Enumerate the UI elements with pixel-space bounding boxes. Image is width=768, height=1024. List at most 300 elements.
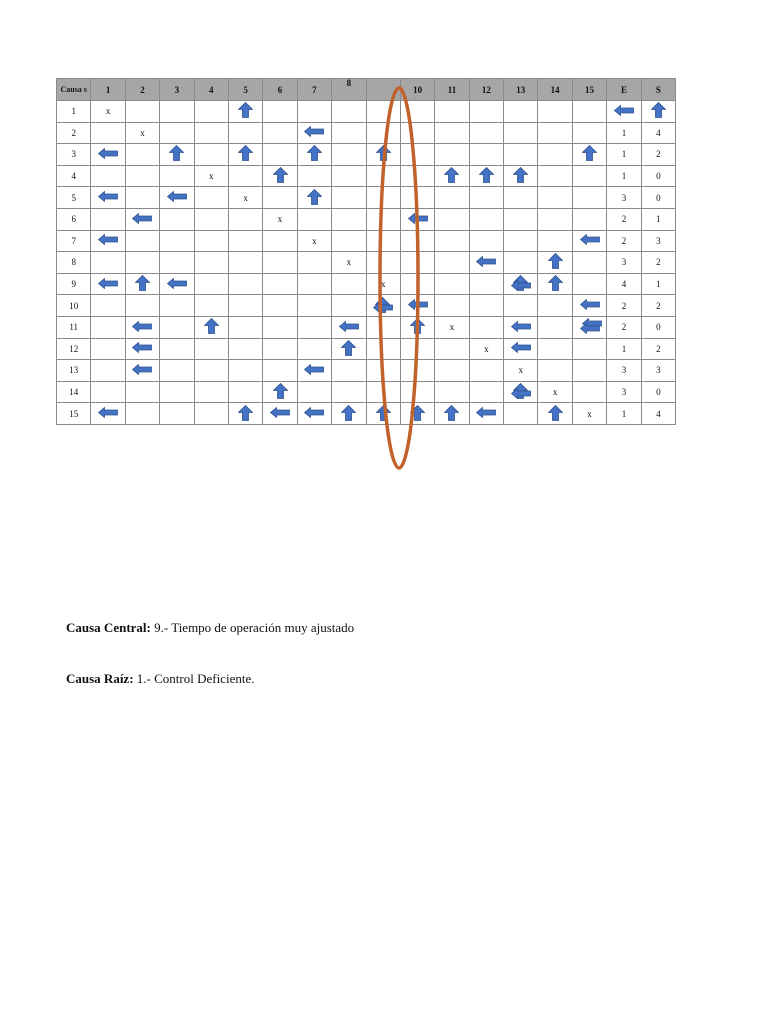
matrix-row [57,230,676,252]
matrix-cell [194,144,228,166]
column-header: 3 [160,79,194,101]
matrix-cell [263,230,297,252]
matrix-cell [228,252,262,274]
e-value: 2 [607,316,641,338]
matrix-cell [469,273,503,295]
matrix-cell [125,187,159,209]
matrix-row [57,101,676,123]
matrix-cell [194,252,228,274]
left-arrow-icon [270,407,290,418]
s-value: 0 [641,316,675,338]
matrix-cell [332,252,366,274]
up-arrow-icon [204,318,219,334]
matrix-cell [332,122,366,144]
matrix-cell [194,230,228,252]
matrix-cell [400,360,434,382]
left-arrow-icon [511,388,531,399]
up-arrow-icon [548,253,563,269]
matrix-cell [228,338,262,360]
matrix-cell [435,208,469,230]
matrix-cell [469,165,503,187]
diagonal-mark: x [484,343,489,354]
matrix-cell [366,144,400,166]
up-arrow-icon [169,145,184,161]
e-value: 4 [607,273,641,295]
matrix-cell [332,316,366,338]
matrix-cell [91,403,125,425]
up-arrow-icon [479,167,494,183]
matrix-cell [538,252,572,274]
up-arrow-icon [651,102,666,118]
matrix-cell [400,101,434,123]
matrix-cell [469,316,503,338]
matrix-cell [366,316,400,338]
matrix-cell [160,165,194,187]
matrix-cell [228,122,262,144]
column-header: 13 [504,79,538,101]
matrix-row [57,252,676,274]
left-arrow-icon [98,148,118,159]
matrix-cell [572,316,606,338]
matrix-cell [572,381,606,403]
matrix-cell [538,295,572,317]
up-arrow-icon [341,405,356,421]
row-label: 5 [57,187,91,209]
matrix-cell [297,403,331,425]
matrix-cell [263,360,297,382]
s-value: 2 [641,144,675,166]
matrix-cell [160,403,194,425]
column-header: 12 [469,79,503,101]
left-arrow-icon [373,302,393,313]
matrix-cell [469,295,503,317]
e-value: 2 [607,208,641,230]
matrix-header-row [57,79,676,101]
matrix-row [57,122,676,144]
matrix-cell [332,230,366,252]
e-value: 1 [607,165,641,187]
column-header: 14 [538,79,572,101]
matrix-cell [538,403,572,425]
up-arrow-icon [548,275,563,291]
matrix-cell [538,165,572,187]
e-value: 3 [607,360,641,382]
matrix-cell [228,230,262,252]
left-arrow-icon [408,213,428,224]
matrix-cell [263,187,297,209]
matrix-cell [194,165,228,187]
column-header: 7 [297,79,331,101]
matrix-cell [160,122,194,144]
left-arrow-icon [98,191,118,202]
matrix-cell [297,122,331,144]
matrix-cell [435,144,469,166]
left-arrow-icon [511,342,531,353]
matrix-cell [160,230,194,252]
column-header: 6 [263,79,297,101]
row-label: 9 [57,273,91,295]
diagonal-mark: x [346,257,352,268]
matrix-cell [332,165,366,187]
up-arrow-icon [238,145,253,161]
left-arrow-icon [580,299,600,310]
matrix-cell [572,208,606,230]
left-arrow-icon [511,321,531,332]
diagonal-mark: x [105,106,111,117]
row-label: 1 [57,101,91,123]
matrix-cell [297,316,331,338]
matrix-cell [435,360,469,382]
row-label: 2 [57,122,91,144]
matrix-cell [538,230,572,252]
matrix-cell [504,316,538,338]
matrix-cell [263,208,297,230]
matrix-cell [228,165,262,187]
matrix-cell [366,295,400,317]
matrix-cell [125,122,159,144]
matrix-cell [469,208,503,230]
left-arrow-icon [98,407,118,418]
left-arrow-icon [580,323,600,334]
matrix-cell [91,165,125,187]
matrix-table [56,78,676,425]
matrix-cell [538,273,572,295]
relationship-matrix [56,78,676,425]
up-arrow-icon [307,145,322,161]
matrix-cell [332,101,366,123]
column-header: 15 [572,79,606,101]
matrix-cell [194,316,228,338]
diagonal-mark: x [518,365,524,376]
matrix-cell [504,208,538,230]
matrix-cell [91,381,125,403]
matrix-cell [538,381,572,403]
row-label: 6 [57,208,91,230]
matrix-cell [194,360,228,382]
column-header [366,79,400,101]
central-cause-label: Causa Central: [66,620,151,635]
matrix-cell [366,252,400,274]
e-value: 3 [607,187,641,209]
column-header: 1 [91,79,125,101]
matrix-cell [504,230,538,252]
matrix-cell [91,360,125,382]
matrix-cell [297,252,331,274]
matrix-cell [160,208,194,230]
e-value: 3 [607,381,641,403]
matrix-cell [125,165,159,187]
matrix-cell [366,165,400,187]
matrix-cell [572,165,606,187]
matrix-cell [400,295,434,317]
matrix-cell [194,101,228,123]
up-arrow-icon [376,405,391,421]
up-arrow-icon [135,275,150,291]
matrix-cell [297,360,331,382]
matrix-cell [194,208,228,230]
matrix-cell [228,144,262,166]
matrix-cell [228,316,262,338]
up-arrow-icon [238,405,253,421]
matrix-cell [400,338,434,360]
matrix-cell [504,187,538,209]
row-label: 13 [57,360,91,382]
matrix-cell [228,187,262,209]
matrix-cell [263,338,297,360]
matrix-cell [504,122,538,144]
matrix-cell [469,338,503,360]
s-value: 2 [641,252,675,274]
matrix-cell [228,403,262,425]
matrix-cell [435,252,469,274]
matrix-cell [504,144,538,166]
up-arrow-icon [410,318,425,334]
matrix-cell [469,403,503,425]
matrix-cell [332,273,366,295]
matrix-cell [263,295,297,317]
matrix-cell [194,122,228,144]
matrix-cell [572,101,606,123]
matrix-cell [435,403,469,425]
matrix-cell [91,273,125,295]
matrix-cell [538,338,572,360]
matrix-cell [228,381,262,403]
matrix-cell [228,101,262,123]
matrix-row [57,187,676,209]
matrix-cell [504,101,538,123]
matrix-cell [435,187,469,209]
e-value [607,101,641,123]
column-header: 5 [228,79,262,101]
left-arrow-icon [304,407,324,418]
matrix-cell [125,360,159,382]
left-arrow-icon [98,234,118,245]
up-arrow-icon [513,167,528,183]
matrix-cell [125,208,159,230]
matrix-row [57,360,676,382]
causes-header: Causa s [57,79,91,101]
matrix-cell [435,338,469,360]
matrix-cell [125,316,159,338]
matrix-cell [194,381,228,403]
matrix-cell [572,144,606,166]
matrix-cell [469,122,503,144]
column-header: 10 [400,79,434,101]
matrix-cell [160,144,194,166]
matrix-cell [160,252,194,274]
matrix-cell [504,165,538,187]
matrix-cell [263,403,297,425]
matrix-cell [504,338,538,360]
matrix-cell [572,187,606,209]
matrix-cell [469,360,503,382]
diagonal-mark: x [140,127,145,138]
matrix-cell [435,122,469,144]
row-label: 14 [57,381,91,403]
matrix-row [57,403,676,425]
matrix-cell [297,295,331,317]
matrix-cell [125,252,159,274]
e-value: 1 [607,338,641,360]
matrix-cell [91,338,125,360]
left-arrow-icon [476,256,496,267]
matrix-cell [504,381,538,403]
matrix-cell [366,273,400,295]
matrix-cell [538,187,572,209]
matrix-cell [297,381,331,403]
matrix-cell [366,208,400,230]
matrix-cell [160,338,194,360]
matrix-cell [469,230,503,252]
matrix-cell [160,316,194,338]
matrix-cell [400,144,434,166]
up-arrow-icon [273,383,288,399]
root-cause-label: Causa Raíz: [66,671,134,686]
matrix-cell [332,403,366,425]
matrix-cell [125,101,159,123]
matrix-cell [435,165,469,187]
matrix-cell [228,295,262,317]
matrix-cell [538,360,572,382]
column-header: 2 [125,79,159,101]
matrix-cell [263,101,297,123]
matrix-cell [160,273,194,295]
diagonal-mark: x [587,408,592,419]
matrix-cell [400,122,434,144]
matrix-cell [332,187,366,209]
matrix-cell [435,230,469,252]
row-label: 8 [57,252,91,274]
matrix-cell [263,381,297,403]
matrix-cell [504,252,538,274]
matrix-cell [125,381,159,403]
matrix-cell [91,144,125,166]
row-label: 11 [57,316,91,338]
matrix-cell [366,403,400,425]
matrix-cell [332,295,366,317]
central-cause-value: 9.- Tiempo de operación muy ajustado [150,620,355,635]
e-value: 1 [607,122,641,144]
e-value: 1 [607,144,641,166]
matrix-cell [125,403,159,425]
left-arrow-icon [339,321,359,332]
matrix-cell [194,273,228,295]
diagonal-mark: x [312,235,317,246]
matrix-cell [538,101,572,123]
matrix-cell [297,338,331,360]
matrix-cell [160,187,194,209]
matrix-cell [469,187,503,209]
matrix-cell [572,360,606,382]
matrix-cell [504,295,538,317]
matrix-cell [538,122,572,144]
matrix-cell [228,208,262,230]
matrix-cell [194,187,228,209]
column-header: 8 [332,79,366,101]
matrix-row [57,316,676,338]
matrix-cell [297,273,331,295]
matrix-cell [366,122,400,144]
matrix-cell [297,208,331,230]
matrix-cell [435,273,469,295]
up-arrow-icon [410,405,425,421]
s-value: 3 [641,230,675,252]
column-header: 4 [194,79,228,101]
matrix-cell [332,144,366,166]
row-label: 4 [57,165,91,187]
central-cause-line [66,620,354,636]
matrix-cell [400,165,434,187]
e-value: 1 [607,403,641,425]
matrix-cell [538,208,572,230]
matrix-cell [400,403,434,425]
matrix-cell [435,381,469,403]
matrix-cell [297,144,331,166]
matrix-cell [400,252,434,274]
matrix-cell [400,230,434,252]
s-header: S [641,79,675,101]
matrix-cell [194,338,228,360]
matrix-cell [538,316,572,338]
s-value [641,101,675,123]
matrix-cell [332,360,366,382]
matrix-row [57,165,676,187]
matrix-cell [572,295,606,317]
matrix-cell [504,273,538,295]
up-arrow-icon [238,102,253,118]
matrix-row [57,208,676,230]
matrix-cell [332,208,366,230]
matrix-cell [91,122,125,144]
up-arrow-icon [273,167,288,183]
diagonal-mark: x [209,171,214,182]
matrix-cell [228,360,262,382]
diagonal-mark: x [552,387,558,398]
left-arrow-icon [408,299,428,310]
matrix-cell [91,316,125,338]
left-arrow-icon [132,364,152,375]
matrix-row [57,338,676,360]
s-value: 2 [641,338,675,360]
matrix-cell [435,295,469,317]
left-arrow-icon [580,234,600,245]
left-arrow-icon [132,321,152,332]
s-value: 3 [641,360,675,382]
diagonal-mark: x [243,192,248,203]
diagonal-mark: x [449,322,455,333]
matrix-cell [263,165,297,187]
diagonal-mark: x [277,214,283,225]
up-arrow-icon [444,405,459,421]
s-value: 0 [641,187,675,209]
matrix-cell [297,230,331,252]
matrix-cell [469,252,503,274]
left-arrow-icon [511,280,531,291]
s-value: 1 [641,208,675,230]
s-value: 1 [641,273,675,295]
left-arrow-icon [304,364,324,375]
matrix-cell [400,316,434,338]
left-arrow-icon [614,105,634,116]
matrix-cell [400,187,434,209]
matrix-cell [125,295,159,317]
matrix-cell [297,187,331,209]
up-arrow-icon [341,340,356,356]
matrix-cell [194,403,228,425]
e-value: 2 [607,230,641,252]
left-arrow-icon [304,126,324,137]
root-cause-value: 1.- Control Deficiente. [133,671,255,686]
